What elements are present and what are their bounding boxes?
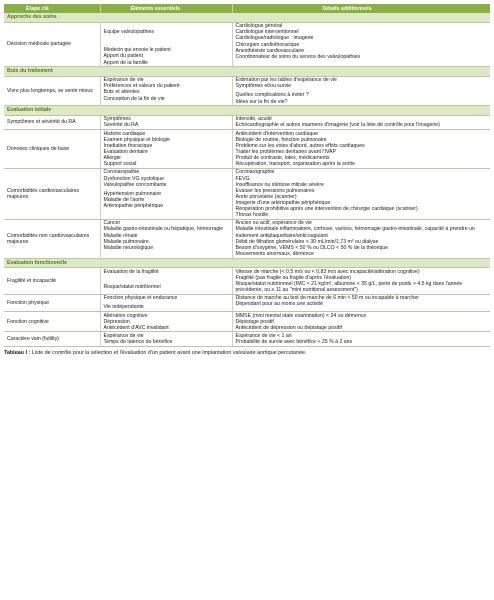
table-row: [4, 219, 490, 258]
detail-item: Chirurgien cardiothoracique: [235, 41, 300, 48]
detail-item: Maladie intestinale inflammatoire, cirrhose, varices, hémorragie gastro-intestinale, capacité à prendre un traitement antiplaquettaire/anticoagulant: [235, 226, 475, 239]
step-cell: Fonction cognitive: [4, 311, 100, 331]
step-cell: Données cliniques de base: [4, 130, 100, 169]
step-cell: Comorbidités cardiovasculaires majeures: [4, 168, 100, 219]
section-title: Evaluation fonctionnelle: [4, 258, 490, 267]
detail-item: Coordonnateur de soins du service des valvulopathies: [235, 53, 361, 60]
header-step: Étape clé: [4, 4, 100, 13]
detail-item: MMSE (mini mental state examination) < 24 ou démence: [235, 312, 367, 319]
element-item: Evaluation de la fragilité: [103, 268, 159, 275]
section-title: Approche des soins: [4, 13, 490, 22]
table-row: [4, 115, 490, 129]
step-cell: Caractère vain (futility): [4, 332, 100, 346]
element-item: Histoire cardiaque: [103, 130, 146, 137]
detail-item: FEVG: [235, 175, 250, 182]
detail-item: Récupération, transport, organisation après la sortie: [235, 161, 355, 168]
element-item: Buts et attentes: [103, 89, 140, 96]
element-item: Irradiation thoracique: [103, 142, 153, 149]
detail-item: Cardiologue général: [235, 23, 283, 30]
element-item: Allergie: [103, 155, 121, 162]
step-cell: Fonction physique: [4, 294, 100, 311]
detail-item: Problème sur les voies d'abord, autres effets cardiaques: [235, 142, 365, 149]
details-cell: [232, 115, 490, 129]
detail-item: Distance de marche au test de marche de 6 min < 50 m ou incapable à marcher: [235, 295, 420, 302]
elements-cell: [100, 76, 232, 106]
step-cell: Vivre plus longtemps, se sentir mieux: [4, 76, 100, 106]
elements-cell: [100, 130, 232, 169]
section-row: [4, 258, 490, 267]
detail-item: Dépistage positif: [235, 318, 274, 325]
element-item: Cancer: [103, 220, 121, 227]
detail-item: Cardiologue/radiologue : imagerie: [235, 35, 314, 42]
detail-item: Idées sur la fin de vie?: [235, 98, 288, 105]
table-row: [4, 294, 490, 311]
detail-item: Ancien ou actif, espérance de vie: [235, 220, 312, 227]
detail-item: Imagerie d'une artériopathie périphérique: [235, 199, 331, 206]
checklist-document: [4, 4, 490, 357]
element-item: Valvulopathie concomitante: [103, 181, 167, 188]
detail-item: Débit de filtration glomérulaire < 30 mL/min/1,73 m² ou dialyse: [235, 238, 379, 245]
detail-item: Mouvements anormaux, démence: [235, 250, 314, 257]
detail-item: Biologie de routine, fonction pulmonaire: [235, 136, 327, 143]
step-cell: Comorbidités non cardiovasculaires majeures: [4, 219, 100, 258]
caption-text: Liste de contrôle pour la sélection et l'évaluation d'un patient avant une implantation valvulaire aortique percutanée.: [31, 349, 307, 356]
element-item: Artériopathie périphérique: [103, 202, 164, 209]
element-item: Coronaropathie: [103, 169, 140, 176]
element-item: Examen physique et biologie: [103, 136, 170, 143]
detail-item: Aorte porcelaine (scanner): [235, 193, 297, 200]
table-body: [4, 13, 490, 346]
detail-item: Intensité, acuité: [235, 116, 272, 123]
element-item: Fonction physique et endurance: [103, 295, 178, 302]
detail-item: Besoin d'oxygène, VEMS < 50 % ou DLCO < 50 % de la théorique: [235, 244, 389, 251]
elements-cell: [100, 311, 232, 331]
details-cell: [232, 76, 490, 106]
element-item: Risque/statut nutritionnel: [103, 283, 161, 290]
element-item: Préférences et valeurs du patient: [103, 83, 180, 90]
table-row: [4, 168, 490, 219]
step-cell: Décision médicale partagée: [4, 22, 100, 67]
detail-item: Produit de contraste, latex, médicaments: [235, 155, 330, 162]
element-item: Temps de latence du bénéfice: [103, 339, 173, 346]
element-item: Conception de la fin de vie: [103, 95, 165, 102]
detail-item: Probabilité de survie avec bénéfice < 25 % à 2 ans: [235, 339, 353, 346]
table-row: [4, 76, 490, 106]
elements-cell: [100, 219, 232, 258]
element-item: Altération cognitive: [103, 312, 148, 319]
element-item: Médecin qui envoie le patient: [103, 47, 171, 54]
detail-item: Réopération prohibitive après une intervention de chirurgie cardiaque (scanner): [235, 206, 418, 212]
elements-cell: [100, 294, 232, 311]
details-cell: [232, 130, 490, 169]
step-cell: Symptômes et sévérité du RA: [4, 115, 100, 129]
caption-label: Tableau I :: [4, 349, 31, 356]
element-item: Espérance de vie: [103, 333, 144, 339]
detail-item: Traiter les problèmes dentaires avant l'IVAP: [235, 148, 336, 155]
details-cell: [232, 268, 490, 295]
detail-item: Vitesse de marche (< 0,5 m/s ou < 0,83 m/s avec incapacité/altération cognitive): [235, 268, 420, 275]
details-cell: [232, 311, 490, 331]
elements-cell: [100, 168, 232, 219]
header-details: Détails additionnels: [232, 4, 490, 13]
element-item: Maladie gastro-intestinale ou hépatique, hémorragie: [103, 226, 224, 233]
element-item: Vie indépendante: [103, 304, 144, 311]
table-row: [4, 130, 490, 169]
detail-item: Cardiologue interventionnel: [235, 29, 299, 36]
table-caption: [4, 350, 490, 357]
details-cell: [232, 22, 490, 67]
detail-item: Insuffisance ou sténose mitrale sévère: [235, 181, 324, 188]
element-item: Maladie neurologique: [103, 244, 154, 251]
checklist-table: [4, 4, 490, 347]
element-item: Sévérité du RA: [103, 122, 139, 129]
table-row: [4, 268, 490, 295]
element-item: Maladie de l'aorte: [103, 196, 145, 203]
section-row: [4, 67, 490, 76]
table-header-row: [4, 4, 490, 13]
element-item: Espérance de vie: [103, 77, 144, 84]
details-cell: [232, 219, 490, 258]
table-row: [4, 332, 490, 346]
detail-item: Thorax hostile: [235, 212, 269, 219]
element-item: Apport de la famille: [103, 59, 148, 66]
element-item: Support social: [103, 161, 137, 168]
section-row: [4, 106, 490, 115]
element-item: Hypertension pulmonaire: [103, 190, 162, 197]
table-row: [4, 311, 490, 331]
detail-item: Coronarographie: [235, 169, 275, 176]
elements-cell: [100, 22, 232, 67]
detail-item: Espérance de vie < 1 an: [235, 333, 292, 339]
header-elements: Éléments essentiels: [100, 4, 232, 13]
element-item: Evaluation dentaire: [103, 148, 148, 155]
elements-cell: [100, 332, 232, 346]
detail-item: Anesthésiste cardiovasculaire: [235, 47, 305, 54]
element-item: Equipe valvulopathies: [103, 29, 154, 36]
detail-item: Dépendant pour au moins une activité: [235, 301, 323, 308]
details-cell: [232, 168, 490, 219]
elements-cell: [100, 268, 232, 295]
element-item: Maladie rénale: [103, 232, 138, 239]
element-item: Dépression: [103, 318, 130, 325]
detail-item: Antécédent de dépression ou dépistage positif: [235, 324, 342, 331]
detail-item: Symptômes et/ou survie: [235, 83, 292, 90]
detail-item: Risque/statut nutritionnel (IMC < 21 kg/m², albumine < 35 g/L, perte de poids > 4,5 kg dans l'année précédente, ou ≤ 11 au "mini nutritional assessment"): [235, 280, 463, 293]
table-row: [4, 22, 490, 67]
section-title: Buts du traitement: [4, 67, 490, 76]
detail-item: Fragilité (pas fragile ou fragile d'après l'évaluation): [235, 274, 352, 281]
element-item: Apport du patient: [103, 53, 144, 60]
elements-cell: [100, 115, 232, 129]
element-item: Symptômes: [103, 116, 131, 123]
details-cell: [232, 332, 490, 346]
section-row: [4, 13, 490, 22]
section-title: Evaluation initiale: [4, 106, 490, 115]
details-cell: [232, 294, 490, 311]
element-item: Antécédent d'AVC invalidant: [103, 324, 169, 331]
detail-item: Quelles complications à éviter ?: [235, 92, 309, 99]
element-item: Dysfonction VG systolique: [103, 175, 165, 182]
element-item: Maladie pulmonaire: [103, 238, 149, 245]
detail-item: Antécédent d'intervention cardiaque: [235, 130, 319, 137]
step-cell: Fragilité et incapacité: [4, 268, 100, 295]
detail-item: Evaluer les pressions pulmonaires: [235, 187, 315, 194]
detail-item: Estimation par les tables d'espérance de vie: [235, 77, 337, 84]
detail-item: Echocardiographie et autres examens d'imagerie (voir la liste de contrôle pour l'imagerie): [235, 122, 440, 129]
